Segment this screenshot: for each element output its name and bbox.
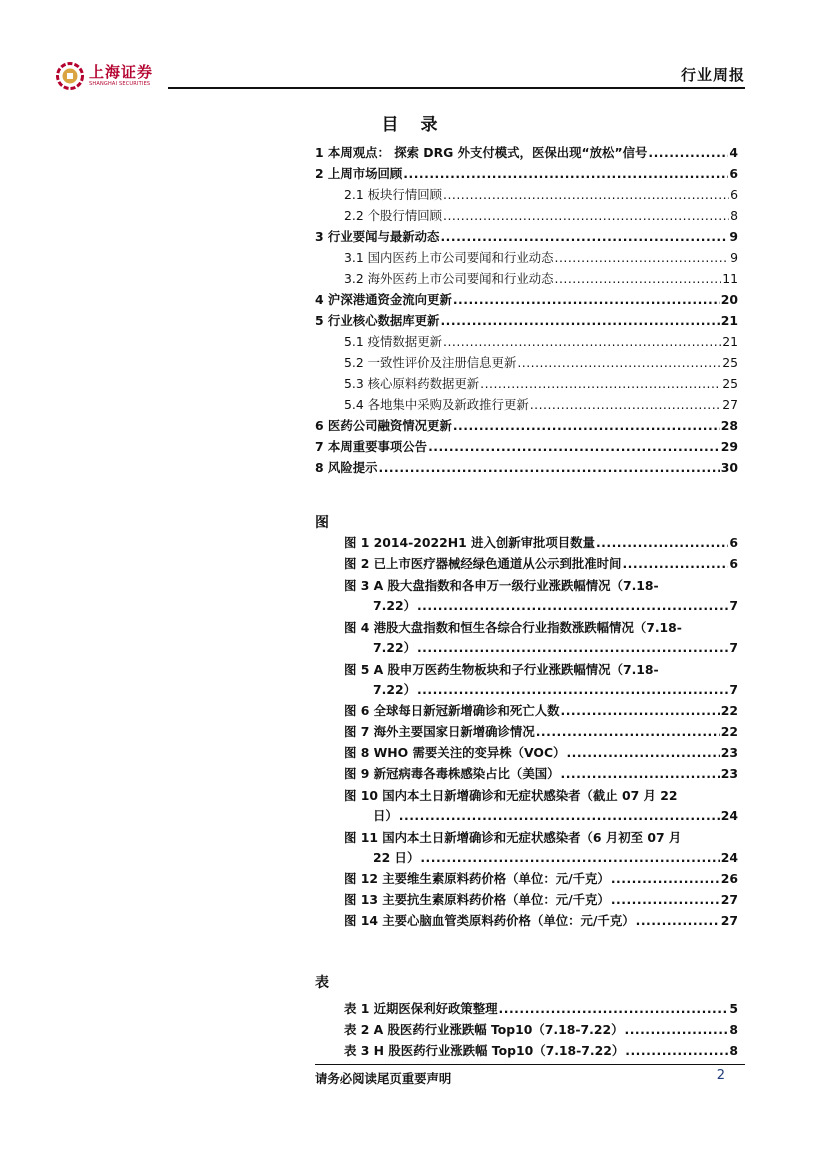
table-entry-line [344,1020,738,1041]
toc-entry-page: 8 [730,208,738,223]
figure-entry-continuation [344,638,738,659]
toc-entry-title: 2 上周市场回顾 [315,166,403,181]
dot-leader [611,892,720,907]
toc-entry-title: 4 沪深港通资金流向更新 [315,292,452,307]
figure-entry-title: 图 5 A 股申万医药生物板块和子行业涨跌幅情况（7.18- [344,662,659,677]
figure-entry[interactable] [344,869,738,890]
list-of-tables [344,999,738,1062]
figure-entry[interactable] [344,743,738,764]
figure-entry-page: 7 [729,640,738,655]
table-entry-title: 表 3 H 股医药行业涨跌幅 Top10（7.18-7.22） [344,1043,625,1058]
toc-entry-page: 9 [730,250,738,265]
figure-entry-title: 图 6 全球每日新冠新增确诊和死亡人数 [344,703,560,718]
figure-entry-page: 24 [720,808,738,823]
figure-entry-title-cont: 7.22） [373,598,416,613]
dot-leader [648,145,728,160]
dot-leader [517,355,721,370]
dot-leader [536,724,720,739]
dot-leader [443,208,729,223]
figure-entry-continuation [344,806,738,827]
table-entry-title: 表 1 近期医保利好政策整理 [344,1001,498,1016]
shanghai-securities-logo-icon [56,62,84,90]
dot-leader [596,535,728,550]
toc-entry[interactable] [315,269,738,290]
figure-entry-page: 27 [720,913,738,928]
table-of-contents [315,143,738,479]
dot-leader [625,1043,728,1058]
table-entry-line [344,999,738,1020]
dot-leader [403,166,728,181]
dot-leader [443,334,721,349]
figure-entry-title: 图 7 海外主要国家日新增确诊情况 [344,724,535,739]
toc-entry[interactable] [315,227,738,248]
dot-leader [417,640,728,655]
figure-entry-title: 图 10 国内本土日新增确诊和无症状感染者（截止 07 月 22 [344,788,678,803]
logo-english-name: SHANGHAI SECURITIES [89,81,151,87]
toc-entry-page: 21 [720,313,738,328]
toc-entry-title: 3 行业要闻与最新动态 [315,229,440,244]
figure-entry-title: 图 1 2014-2022H1 进入创新审批项目数量 [344,535,595,550]
dot-leader [624,1022,728,1037]
toc-entry-title: 5.3 核心原料药数据更新 [344,376,480,391]
footer-divider [315,1064,745,1065]
toc-entry-page: 21 [722,334,738,349]
figure-entry-line [344,764,738,785]
toc-entry-page: 4 [729,145,738,160]
list-of-figures [344,533,738,932]
header-divider [168,87,745,89]
figure-entry[interactable] [344,911,738,932]
figures-heading: 图 [315,515,329,531]
figure-entry-line [344,701,738,722]
table-entry[interactable] [344,999,738,1020]
dot-leader [499,1001,729,1016]
dot-leader [399,808,720,823]
toc-entry[interactable] [315,143,738,164]
figure-entry-line [344,869,738,890]
toc-entry-page: 20 [720,292,738,307]
dot-leader [622,556,728,571]
figure-entry[interactable] [344,533,738,554]
toc-entry-title: 7 本周重要事项公告 [315,439,428,454]
figure-entry-title-cont: 7.22） [373,640,416,655]
toc-entry-title: 1 本周观点： 探索 DRG 外支付模式，医保出现“放松”信号 [315,145,648,160]
report-type: 行业周报 [680,66,745,84]
figure-entry-line [344,890,738,911]
figure-entry-title: 图 9 新冠病毒各毒株感染占比（美国） [344,766,560,781]
table-entry[interactable] [344,1020,738,1041]
dot-leader [555,250,730,265]
page-header [0,0,827,100]
toc-entry-page: 25 [722,355,738,370]
figure-entry-title: 图 4 港股大盘指数和恒生各综合行业指数涨跌幅情况（7.18- [344,620,682,635]
toc-entry-page: 6 [729,166,738,181]
toc-title: 目 录 [381,115,446,135]
figure-entry[interactable] [344,701,738,722]
company-logo [56,62,153,90]
toc-entry-title: 5.1 疫情数据更新 [344,334,442,349]
toc-entry-title: 2.2 个股行情回顾 [344,208,442,223]
dot-leader [453,418,720,433]
figure-entry-title: 图 2 已上市医疗器械经绿色通道从公示到批准时间 [344,556,622,571]
dot-leader [417,598,728,613]
table-entry-line [344,1041,738,1062]
figure-entry-continuation [344,596,738,617]
toc-entry-page: 30 [720,460,738,475]
figure-entry-page: 27 [720,892,738,907]
figure-entry[interactable] [344,554,738,575]
figure-entry[interactable] [344,764,738,785]
figure-entry-line [344,743,738,764]
dot-leader [480,376,721,391]
figure-entry-title: 图 3 A 股大盘指数和各申万一级行业涨跌幅情况（7.18- [344,578,659,593]
footer-disclaimer: 请务必阅读尾页重要声明 [315,1071,452,1086]
dot-leader [443,187,729,202]
dot-leader [561,703,720,718]
dot-leader [453,292,720,307]
dot-leader [636,913,720,928]
toc-entry-page: 27 [722,397,738,412]
dot-leader [428,439,720,454]
toc-entry-title: 5 行业核心数据库更新 [315,313,440,328]
logo-chinese-name: 上海证券 [89,63,154,81]
toc-entry-page: 25 [722,376,738,391]
toc-entry-page: 28 [720,418,738,433]
toc-entry[interactable] [315,185,738,206]
figure-entry-page: 7 [729,682,738,697]
toc-entry[interactable] [315,248,738,269]
toc-entry[interactable] [315,353,738,374]
toc-entry-page: 6 [730,187,738,202]
dot-leader [420,850,719,865]
table-entry-page: 8 [729,1043,738,1058]
figure-entry-line [344,722,738,743]
figure-entry-title-cont: 7.22） [373,682,416,697]
figure-entry-title-cont: 22 日） [373,850,420,865]
dot-leader [530,397,721,412]
figure-entry[interactable] [344,890,738,911]
toc-entry-title: 5.4 各地集中采购及新政推行更新 [344,397,529,412]
figure-entry-page: 6 [729,556,738,571]
figure-entry[interactable] [344,827,738,869]
figure-entry-page: 24 [720,850,738,865]
toc-entry-title: 3.1 国内医药上市公司要闻和行业动态 [344,250,554,265]
table-entry-title: 表 2 A 股医药行业涨跌幅 Top10（7.18-7.22） [344,1022,624,1037]
figure-entry[interactable] [344,659,738,701]
figure-entry[interactable] [344,575,738,617]
table-entry[interactable] [344,1041,738,1062]
toc-entry-title: 3.2 海外医药上市公司要闻和行业动态 [344,271,554,286]
figure-entry-continuation [344,848,738,869]
dot-leader [417,682,728,697]
figure-entry-title: 图 14 主要心脑血管类原料药价格（单位：元/千克） [344,913,635,928]
toc-entry[interactable] [315,437,738,458]
dot-leader [440,313,719,328]
toc-entry[interactable] [315,311,738,332]
dot-leader [566,745,719,760]
figure-entry-title: 图 13 主要抗生素原料药价格（单位：元/千克） [344,892,610,907]
figure-entry-line [344,911,738,932]
figure-entry-line [344,554,738,575]
figure-entry-title-cont: 日） [373,808,398,823]
toc-entry-page: 11 [722,271,738,286]
dot-leader [555,271,722,286]
figure-entry-page: 7 [729,598,738,613]
figure-entry-page: 22 [720,724,738,739]
toc-entry[interactable] [315,206,738,227]
toc-entry[interactable] [315,416,738,437]
dot-leader [440,229,728,244]
figure-entry-page: 23 [720,745,738,760]
figure-entry-title: 图 11 国内本土日新增确诊和无症状感染者（6 月初至 07 月 [344,830,682,845]
figure-entry-page: 26 [720,871,738,886]
table-entry-page: 5 [729,1001,738,1016]
toc-entry-page: 9 [729,229,738,244]
page-number: 2 [716,1068,725,1083]
toc-entry[interactable] [315,458,738,479]
figure-entry-title: 图 12 主要维生素原料药价格（单位：元/千克） [344,871,610,886]
tables-heading: 表 [315,975,329,991]
figure-entry[interactable] [344,722,738,743]
toc-entry-page: 29 [720,439,738,454]
toc-entry-title: 8 风险提示 [315,460,378,475]
table-entry-page: 8 [729,1022,738,1037]
figure-entry[interactable] [344,617,738,659]
dot-leader [561,766,720,781]
toc-entry[interactable] [315,395,738,416]
toc-entry[interactable] [315,290,738,311]
figure-entry-line [344,533,738,554]
figure-entry-title: 图 8 WHO 需要关注的变异株（VOC） [344,745,566,760]
toc-entry-title: 6 医药公司融资情况更新 [315,418,452,433]
toc-entry[interactable] [315,164,738,185]
toc-entry[interactable] [315,374,738,395]
toc-entry-title: 5.2 一致性评价及注册信息更新 [344,355,517,370]
dot-leader [611,871,720,886]
figure-entry-page: 23 [720,766,738,781]
figure-entry-page: 22 [720,703,738,718]
toc-entry-title: 2.1 板块行情回顾 [344,187,442,202]
toc-entry[interactable] [315,332,738,353]
figure-entry-page: 6 [729,535,738,550]
figure-entry[interactable] [344,785,738,827]
figure-entry-continuation [344,680,738,701]
dot-leader [379,460,720,475]
